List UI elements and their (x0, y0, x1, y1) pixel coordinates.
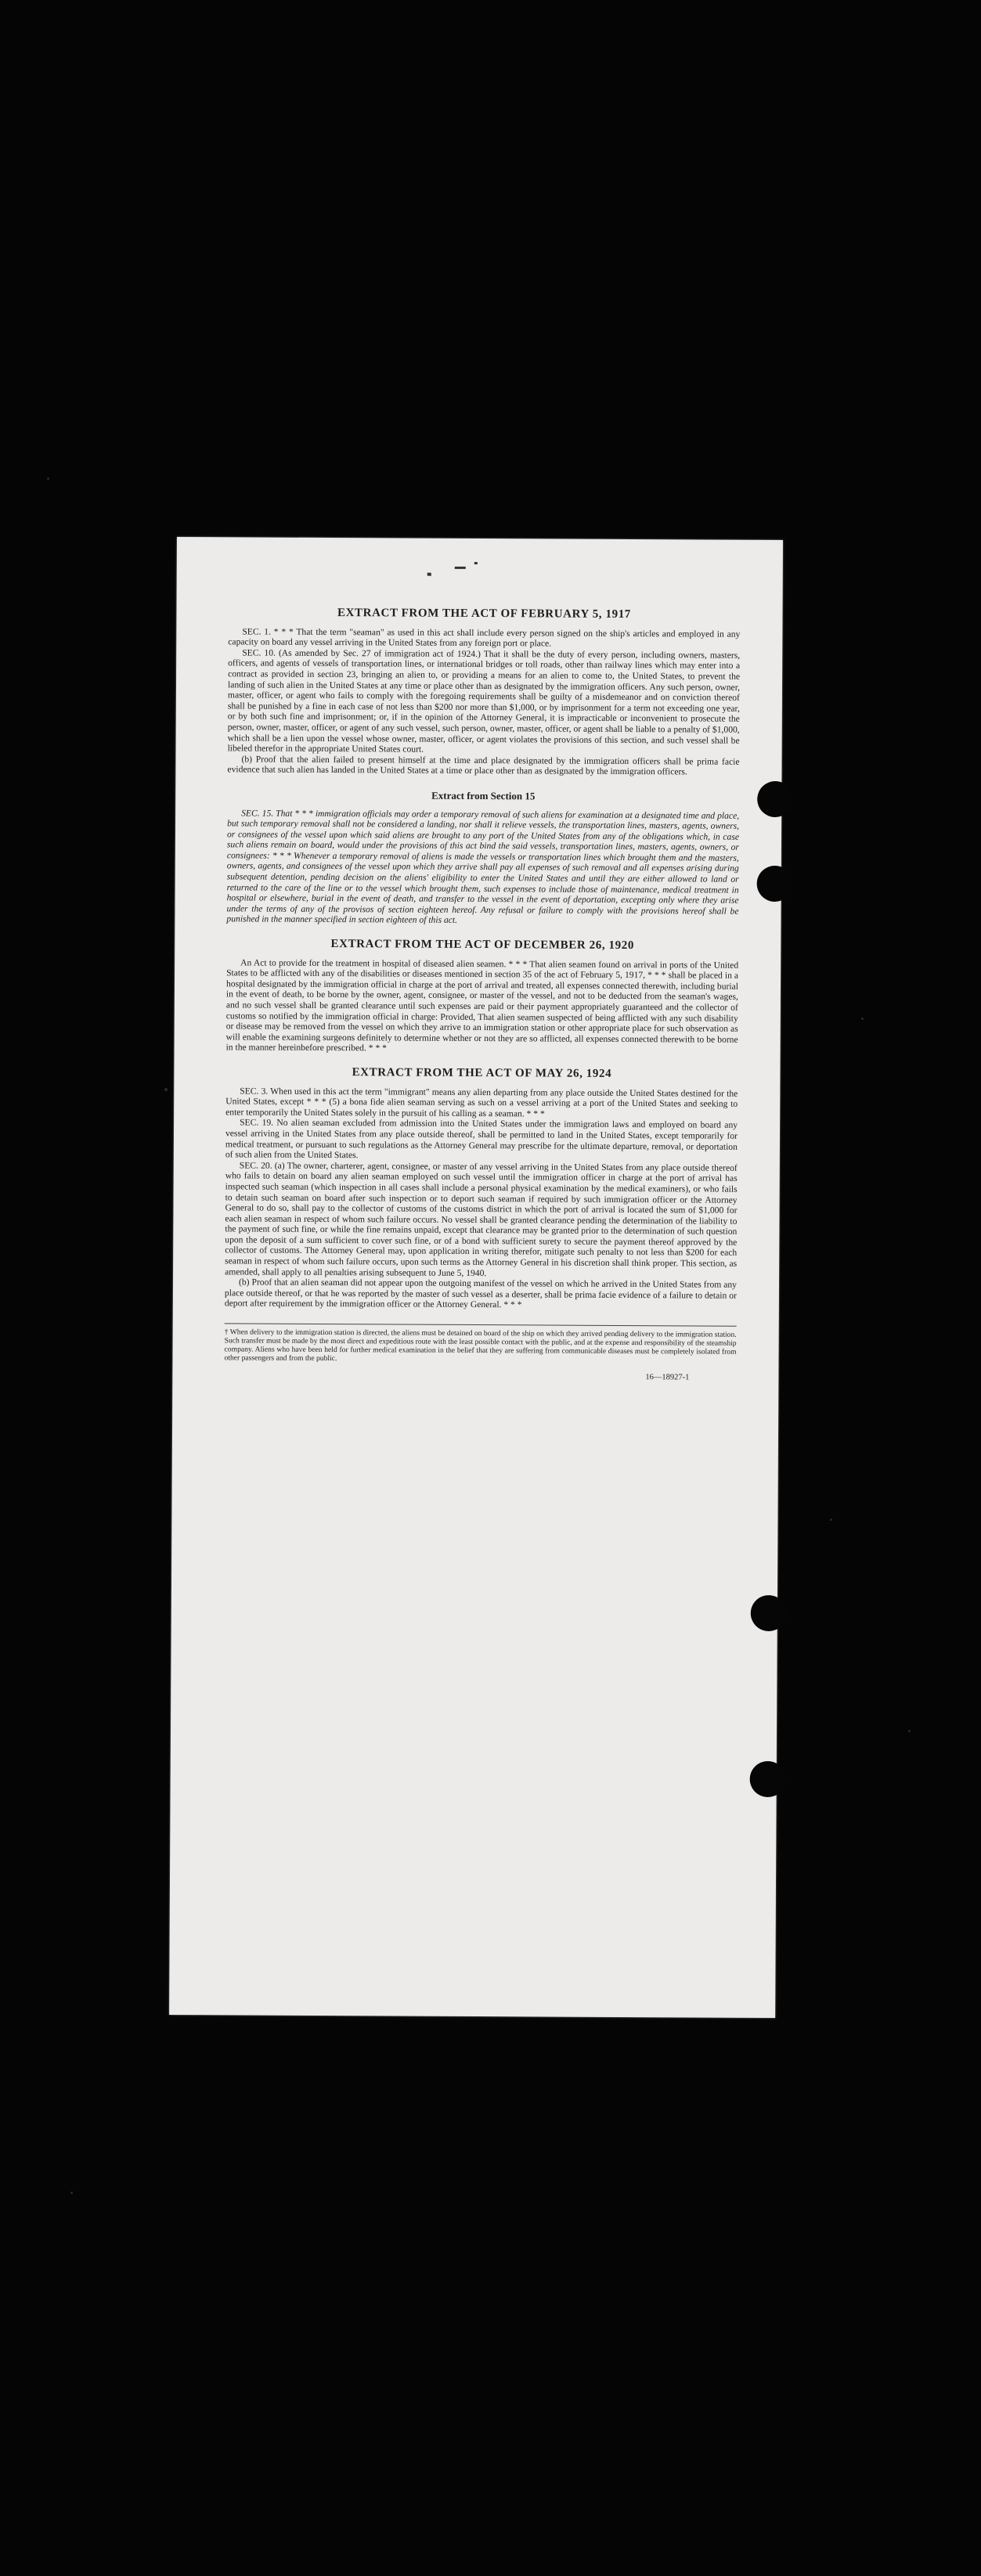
scan-marks (420, 562, 498, 586)
footnote: † When delivery to the immigration station is directed, the aliens must be detained on board of the ship on which they arrived pending delivery to the immigration station. Such transfer must be made by the most direct and expeditious route with the least possible contact with the public, and at the expense and responsibility of the steamship company. Aliens who have been held for further medical examination in the belief that they are suffering from communicable diseases must be completely isolated from other passengers and from the public. (224, 1323, 736, 1364)
paragraph: (b) Proof that an alien seaman did not appear upon the outgoing manifest of the vessel on which he arrived in the United States from any place outside thereof, or that he was reported by the master of such vessel as a deserter, shall be prima facie evidence of a failure to detain or deport after requirement by the immigration officer or the Attorney General. * * * (224, 1277, 738, 1310)
paragraph: (b) Proof that the alien failed to present himself at the time and place designated by the immigration officers shall be prima facie evidence that such alien has landed in the United States at a time or place other than as designated by the immigration officers. (227, 754, 740, 777)
paragraph: SEC. 10. (As amended by Sec. 27 of immigration act of 1924.) That it shall be the duty of every person, including owners, masters, officers, and agents of vessels of transportation lines, or international bridges or toll roads, other than railway lines which may enter into a contract as provided in section 23, bringing an alien to, or providing a means for an alien to come to, the United States, to prevent the landing of such alien in the United States at any time or place other than as designated by the immigration officers. Any such person, owner, master, officer, or agent who fails to comply with the foregoing requirements shall be guilty of a misdemeanor and on conviction thereof shall be punished by a fine in each case of not less than $200 nor more than $1,000, or by imprisonment for a term not exceeding one year, or by both such fine and imprisonment; or, if in the opinion of the Attorney General, it is impracticable or inconvenient to prosecute the person, owner, master, officer, or agent of any such vessel, such person, owner, master, officer, or agent shall be liable to a penalty of $1,000, which shall be a lien upon the vessel whose owner, master, officer, or agent violates the provisions of this section, and such vessel shall be libeled therefor in the appropriate United States court. (227, 647, 741, 755)
scan-speck (47, 477, 49, 480)
scan-speck (908, 1730, 911, 1732)
punch-hole (757, 866, 793, 902)
punch-hole (751, 1595, 787, 1631)
paragraph: SEC. 20. (a) The owner, charterer, agent, consignee, or master of any vessel arriving in the United States from any place outside thereof who fails to detain on board any alien seaman employed on such vessel until the immigration officer in charge at the port of arrival has inspected such seaman (which inspection in all cases shall include a personal physical examination by the medical examiners), or who fails to detain such seaman on board after such inspection or to deport such seaman if required by such immigration officer or the Attorney General to do so, shall pay to the collector of customs of the customs district in which the port of arrival is located the sum of $1,000 for each alien seaman in respect of whom such failure occurs. No vessel shall be granted clearance pending the determination of the liability to the payment of such fine, or while the fine remains unpaid, except that clearance may be granted prior to the determination of such question upon the deposit of a sum sufficient to cover such fine, or of a bond with sufficient surety to secure the payment thereof approved by the collector of customs. The Attorney General may, upon application in writing therefor, mitigate such penalty to not less than $200 for each seaman in respect of whom such failure occurs, upon such terms as the Attorney General in his discretion shall think proper. This section, as amended, shall apply to all penalties arising subsequent to June 5, 1940. (225, 1160, 738, 1278)
form-number: 16—18927-1 (645, 1373, 690, 1382)
paragraph: SEC. 3. When used in this act the term "immigrant" means any alien departing from any place outside the United States destined for the United States, except * * * (5) a bona fide alien seaman serving as such on a vessel arriving at a port of the United States and seeking to enter temporarily the United States solely in the pursuit of his calling as a seaman. * * * (225, 1085, 738, 1119)
section-heading: EXTRACT FROM THE ACT OF MAY 26, 1924 (352, 1066, 612, 1080)
section-heading: EXTRACT FROM THE ACT OF FEBRUARY 5, 1917 (337, 607, 631, 621)
scan-speck (830, 1519, 832, 1521)
section-heading: EXTRACT FROM THE ACT OF DECEMBER 26, 1920 (330, 938, 635, 953)
section-subheading: Extract from Section 15 (431, 789, 536, 802)
section-act-1917 (227, 607, 740, 777)
document-body (224, 607, 740, 1383)
section-act-1920 (226, 939, 739, 1055)
paragraph: SEC. 19. No alien seaman excluded from admission into the United States under the immigration laws and employed on board any vessel arriving in the United States from any place outside thereof, shall be permitted to land in the United States, except temporarily for medical treatment, or pursuant to such regulations as the Attorney General may prescribe for the ultimate departure, removal, or deportation of such alien from the United States. (225, 1117, 738, 1161)
paragraph: SEC. 15. That * * * immigration officials may order a temporary removal of such aliens for examination at a designated time and place, but such temporary removal shall not be considered a landing, nor shall it relieve vessels, the transportation lines, masters, agents, owners, or consignees of the vessel upon which said aliens are brought to any port of the United States from any of the obligations which, in case such aliens remain on board, would under the provisions of this act bind the said vessels, transportation lines, masters, agents, owners, or consignees: * * * Whenever a temporary removal of aliens is made the vessels or transportation lines which brought them and the masters, owners, agents, and consignees of the vessel upon which they arrive shall pay all expenses of such removal and all expenses arising during subsequent detention, pending decision on the aliens' eligibility to enter the United States and until they are either allowed to land or returned to the care of the line or to the vessel which brought them, such expenses to include those of maintenance, medical treatment in hospital or elsewhere, burial in the event of death, and transfer to the vessel in the event of deportation, excepting only where they arise under the terms of any of the provisos of section eighteen hereof. Any refusal or failure to comply with the provisions hereof shall be punished in the manner specified in section eighteen of this act. (226, 807, 740, 926)
scan-speck (70, 2192, 73, 2194)
scan-speck (164, 1088, 168, 1091)
scan-speck (861, 1018, 864, 1020)
paragraph: SEC. 1. * * * That the term "seaman" as used in this act shall include every person signed on the ship's articles and employed in any capacity on board any vessel arriving in the United States from any foreign port or place. (228, 626, 741, 649)
punch-hole (750, 1761, 786, 1797)
section-act-1924 (225, 1067, 738, 1311)
punch-hole (757, 781, 793, 817)
section-15-extract (226, 789, 739, 928)
paragraph: An Act to provide for the treatment in hospital of diseased alien seamen. * * * That alien seamen found on arrival in ports of the United States to be afflicted with any of the disabilities or diseases mentioned in section 35 of the act of February 5, 1917, * * * shall be placed in a hospital designated by the immigration official in charge at the port of arrival and treated, all expenses connected therewith, including burial in the event of death, to be borne by the owner, agent, consignee, or master of the vessel, and not to be deducted from the seaman's wages, and no such vessel shall be granted clearance until such expenses are paid or their payment appropriately guaranteed and the collector of customs so notified by the immigration official in charge: Provided, That alien seamen suspected of being afflicted with any such disability or disease may be removed from the vessel on which they arrive to an immigration station or other appropriate place for such observation as will enable the examining surgeons definitely to determine whether or not they are so afflicted, all expenses connected therewith to be borne in the manner hereinbefore prescribed. * * * (225, 957, 739, 1054)
document-page (169, 537, 783, 2018)
